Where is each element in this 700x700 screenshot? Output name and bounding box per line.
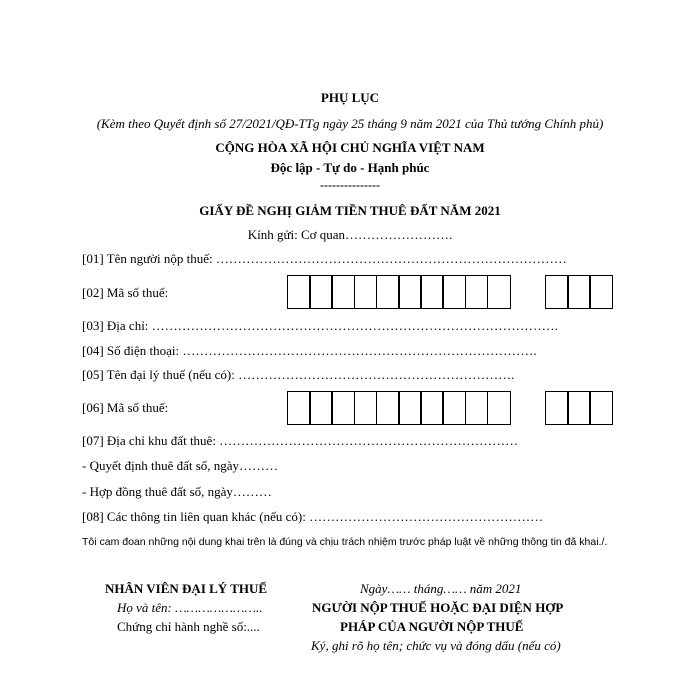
tax-code-digit-box[interactable] <box>287 391 311 425</box>
tax-code-digit-box[interactable] <box>487 275 511 309</box>
tax-code-digit-box[interactable] <box>398 391 422 425</box>
tax-code-boxes[interactable] <box>287 275 511 309</box>
agent-certificate-line[interactable]: Chứng chỉ hành nghề số:.... <box>117 619 260 634</box>
agent-name-line[interactable]: Họ và tên: ………………….. <box>117 600 263 615</box>
tax-code-digit-box[interactable] <box>545 391 569 425</box>
field-lease-contract[interactable]: - Hợp đồng thuê đất số, ngày……… <box>82 484 272 499</box>
nation-heading: CỘNG HÒA XÃ HỘI CHỦ NGHĨA VIỆT NAM <box>215 140 485 155</box>
tax-code-digit-box[interactable] <box>465 275 489 309</box>
tax-code-digit-box[interactable] <box>567 391 591 425</box>
addressee: Kính gửi: Cơ quan……………………. <box>247 227 453 242</box>
tax-code-digit-box[interactable] <box>354 391 378 425</box>
agent-tax-code-suffix-boxes[interactable] <box>545 391 613 425</box>
tax-code-digit-box[interactable] <box>309 275 333 309</box>
tax-code-digit-box[interactable] <box>420 391 444 425</box>
payer-signature-title-2: PHÁP CỦA NGƯỜI NỘP THUẾ <box>340 619 524 634</box>
field-tax-code-label: [02] Mã số thuế: <box>82 285 169 300</box>
tax-code-digit-box[interactable] <box>487 391 511 425</box>
form-title: GIẤY ĐỀ NGHỊ GIẢM TIỀN THUÊ ĐẤT NĂM 2021 <box>199 203 501 218</box>
tax-code-digit-box[interactable] <box>331 275 355 309</box>
field-lease-decision[interactable]: - Quyết định thuê đất số, ngày……… <box>82 458 279 473</box>
tax-code-digit-box[interactable] <box>331 391 355 425</box>
tax-code-digit-box[interactable] <box>354 275 378 309</box>
commitment-statement: Tôi cam đoan những nội dung khai trên là đúng và chịu trách nhiệm trước pháp luật về những thông tin đã khai./. <box>82 536 608 548</box>
agent-tax-code-boxes[interactable] <box>287 391 511 425</box>
tax-code-digit-box[interactable] <box>589 391 613 425</box>
field-other-info[interactable]: [08] Các thông tin liên quan khác (nếu có): ……………………………………………… <box>82 509 544 524</box>
tax-code-digit-box[interactable] <box>287 275 311 309</box>
tax-code-digit-box[interactable] <box>589 275 613 309</box>
tax-code-digit-box[interactable] <box>420 275 444 309</box>
payer-signature-note: Ký, ghi rõ họ tên; chức vụ và đóng dấu (nếu có) <box>311 638 561 653</box>
field-agent-tax-code-label: [06] Mã số thuế: <box>82 400 169 415</box>
field-address[interactable]: [03] Địa chỉ: …………………………………………………………………………………. <box>82 318 558 333</box>
tax-code-digit-box[interactable] <box>465 391 489 425</box>
tax-code-digit-box[interactable] <box>567 275 591 309</box>
tax-code-digit-box[interactable] <box>309 391 333 425</box>
agent-signature-title: NHÂN VIÊN ĐẠI LÝ THUẾ <box>105 581 268 596</box>
tax-code-digit-box[interactable] <box>376 275 400 309</box>
payer-signature-title-1: NGƯỜI NỘP THUẾ HOẶC ĐẠI DIỆN HỢP <box>312 600 564 615</box>
tax-code-digit-box[interactable] <box>376 391 400 425</box>
tax-code-digit-box[interactable] <box>545 275 569 309</box>
appendix-title: PHỤ LỤC <box>320 90 380 105</box>
appendix-subtitle: (Kèm theo Quyết định số 27/2021/QĐ-TTg ngày 25 tháng 9 năm 2021 của Thủ tướng Chính phủ) <box>96 116 604 131</box>
field-taxpayer-name[interactable]: [01] Tên người nộp thuế: ……………………………………………………………………… <box>82 251 567 266</box>
tax-code-digit-box[interactable] <box>398 275 422 309</box>
tax-code-digit-box[interactable] <box>442 275 466 309</box>
motto: Độc lập - Tự do - Hạnh phúc <box>270 160 430 175</box>
date-line[interactable]: Ngày…… tháng…… năm 2021 <box>360 581 522 596</box>
divider: --------------- <box>320 178 380 192</box>
tax-code-suffix-boxes[interactable] <box>545 275 613 309</box>
tax-code-digit-box[interactable] <box>442 391 466 425</box>
field-phone[interactable]: [04] Số điện thoại: ………………………………………………………………………. <box>82 343 537 358</box>
field-land-address[interactable]: [07] Địa chỉ khu đất thuê: …………………………………………………………… <box>82 433 519 448</box>
field-tax-agent-name[interactable]: [05] Tên đại lý thuế (nếu có): ………………………………………………………. <box>82 367 515 382</box>
